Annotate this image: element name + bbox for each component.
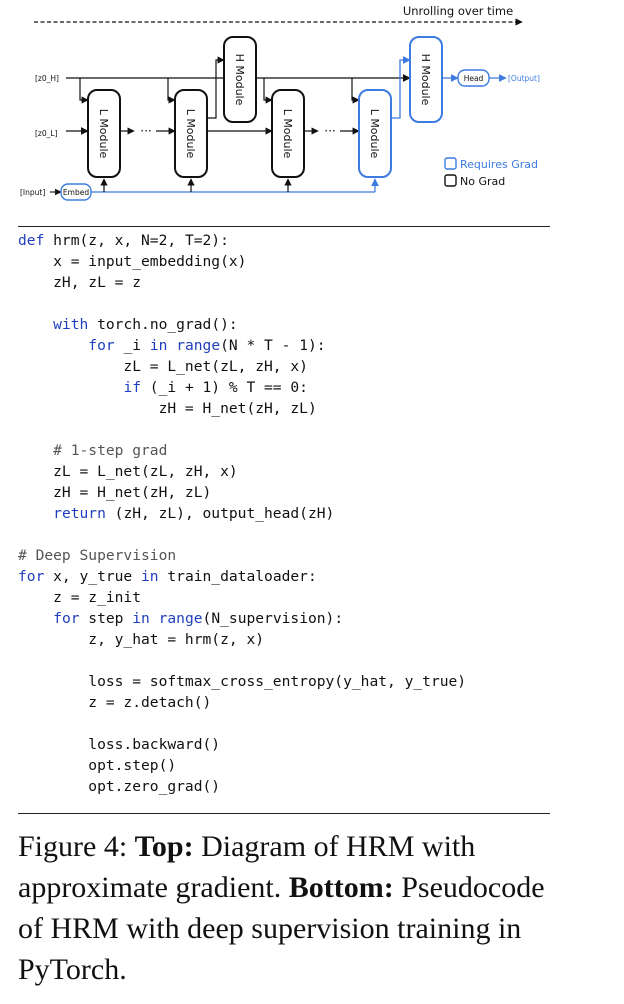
caption-prefix: Figure 4: [18, 830, 135, 863]
h-module-2-label: H Module [419, 53, 432, 106]
legend-requires-grad-swatch [445, 158, 456, 169]
code-line [18, 734, 558, 755]
l-module-3-label: L Module [281, 108, 294, 159]
code-token: for [18, 568, 45, 585]
code-token: with [53, 316, 89, 333]
bottom-rule [18, 813, 550, 814]
zh-to-l1 [80, 78, 88, 100]
head-label: Head [463, 74, 484, 83]
code-line [18, 482, 558, 503]
code-token: return [53, 505, 106, 522]
code-token: in [132, 610, 150, 627]
zh-input-label: [z0_H] [35, 74, 59, 83]
code-line [18, 629, 558, 650]
code-token: z = z.detach() [18, 694, 212, 711]
code-token: loss.backward() [18, 736, 221, 753]
code-token: zH = H_net(zH, zL) [18, 484, 212, 501]
code-token: zL = L_net(zL, zH, x) [18, 463, 238, 480]
zl-input-label: [z0_L] [35, 129, 58, 138]
l-module-1 [88, 90, 120, 177]
caption-top-text: Diagram of HRM with approximate gradient. [18, 830, 476, 904]
code-token: def [18, 232, 45, 249]
l-module-3 [272, 90, 304, 177]
code-token: hrm(z, x, N=2, T=2): [44, 232, 229, 249]
code-line [18, 671, 558, 692]
code-token: x = input_embedding(x) [18, 253, 247, 270]
code-line [18, 713, 558, 734]
code-token: opt.step() [18, 757, 177, 774]
zh-to-l4 [352, 78, 359, 100]
code-token [18, 316, 53, 333]
zh-to-l2 [168, 78, 175, 100]
l-module-2 [175, 90, 207, 177]
code-token: # 1-step grad [18, 442, 168, 459]
unroll-label: Unrolling over time [402, 4, 514, 18]
code-token: (N * T - 1): [220, 337, 326, 354]
legend-requires-grad-label: Requires Grad [460, 158, 538, 171]
code-token: in [141, 568, 159, 585]
code-line [18, 440, 558, 461]
code-line [18, 461, 558, 482]
code-line [18, 545, 558, 566]
code-token: zH = H_net(zH, zL) [18, 400, 317, 417]
h-module-1 [224, 37, 256, 122]
code-line [18, 608, 558, 629]
output-label: [Output] [508, 74, 540, 83]
ellipsis-1: ··· [140, 124, 152, 138]
figure-caption [18, 826, 558, 990]
code-line [18, 524, 558, 545]
code-line [18, 755, 558, 776]
code-token: in [149, 337, 168, 354]
h-module-1-label: H Module [233, 53, 246, 106]
code-token: zL = L_net(zL, zH, x) [18, 358, 308, 375]
code-token: # Deep Supervision [18, 547, 177, 564]
code-line [18, 335, 558, 356]
l4-to-h2 [391, 60, 410, 118]
code-token [18, 505, 53, 522]
code-line [18, 272, 558, 293]
code-line [18, 776, 558, 797]
l-module-4-label: L Module [368, 108, 381, 159]
code-token: (_i + 1) % T == 0: [141, 379, 308, 396]
code-line [18, 230, 558, 251]
code-token [18, 610, 53, 627]
caption-top-label: Top: [134, 830, 194, 863]
code-token: zH, zL = z [18, 274, 142, 291]
legend [445, 158, 538, 188]
code-token: if [123, 379, 142, 396]
code-line [18, 251, 558, 272]
code-line [18, 503, 558, 524]
code-line [18, 566, 558, 587]
input-label: [Input] [20, 188, 46, 197]
code-token: (zH, zL), output_head(zH) [105, 505, 335, 522]
code-listing [18, 230, 558, 797]
l-module-1-label: L Module [97, 108, 110, 159]
code-token: z, y_hat = hrm(z, x) [18, 631, 265, 648]
code-token: for [88, 337, 115, 354]
code-line [18, 314, 558, 335]
code-token: _i [114, 337, 150, 354]
code-line [18, 419, 558, 440]
code-line [18, 692, 558, 713]
code-token: loss = softmax_cross_entropy(y_hat, y_true) [18, 673, 467, 690]
caption-bottom-label: Bottom: [288, 871, 394, 904]
code-token: train_dataloader: [158, 568, 317, 585]
code-token: range [158, 610, 203, 627]
code-token: step [79, 610, 133, 627]
hrm-diagram [0, 0, 624, 220]
code-token [167, 337, 176, 354]
embed-label: Embed [62, 188, 90, 197]
h-module-2 [410, 37, 442, 122]
code-line [18, 293, 558, 314]
caption-bottom-text: Pseudocode of HRM with deep supervision training in PyTorch. [18, 871, 545, 986]
legend-no-grad-label: No Grad [460, 175, 506, 188]
l-module-4 [359, 90, 391, 177]
code-token: x, y_true [44, 568, 142, 585]
code-token: range [176, 337, 221, 354]
code-line [18, 650, 558, 671]
top-rule [18, 226, 550, 227]
code-token: opt.zero_grad() [18, 778, 221, 795]
code-line [18, 377, 558, 398]
code-token: for [53, 610, 80, 627]
code-token [18, 379, 123, 396]
l2-to-h1 [207, 60, 224, 118]
code-token: torch.no_grad(): [88, 316, 238, 333]
legend-no-grad-swatch [445, 175, 456, 186]
zh-to-l3 [264, 78, 272, 100]
code-token: z = z_init [18, 589, 142, 606]
l-module-2-label: L Module [184, 108, 197, 159]
code-line [18, 356, 558, 377]
code-token [150, 610, 159, 627]
code-token [18, 337, 88, 354]
ellipsis-2: ··· [324, 124, 336, 138]
code-line [18, 587, 558, 608]
code-line [18, 398, 558, 419]
code-token: (N_supervision): [202, 610, 344, 627]
